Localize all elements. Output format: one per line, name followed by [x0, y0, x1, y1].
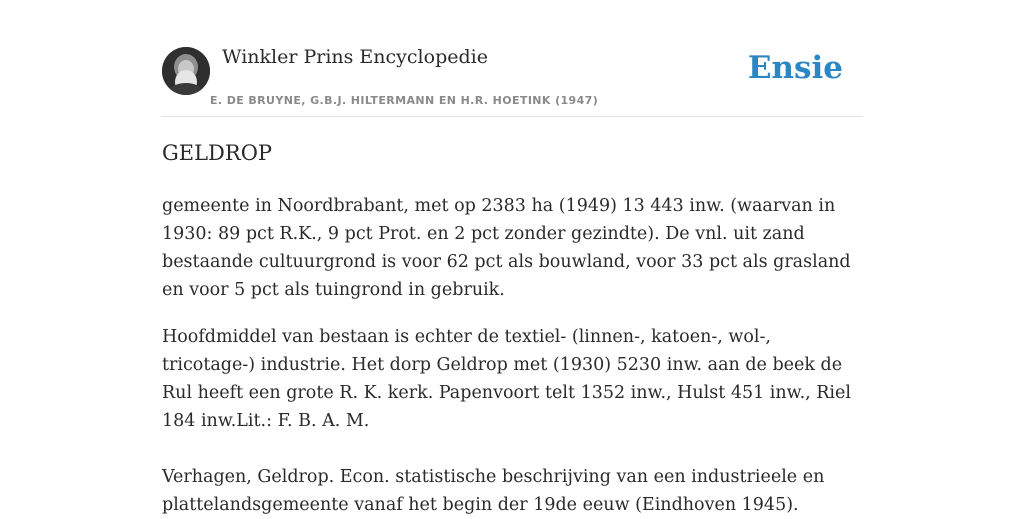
ensie-logo[interactable]: Ensie	[747, 50, 843, 86]
source-authors: E. DE BRUYNE, G.B.J. HILTERMANN EN H.R. HOETINK (1947)	[210, 94, 599, 107]
article-page	[162, 0, 862, 515]
source-header	[162, 0, 862, 117]
article-paragraph: gemeente in Noordbrabant, met op 2383 ha (1949) 13 443 inw. (waarvan in 1930: 89 pct R.K., 9 pct Prot. en 2 pct zonder gezindte). De vnl. uit zand bestaande cultuurgrond is voor 62 pct als bouwland, voor 33 pct als grasland en voor 5 pct als tuingrond in gebruik.	[162, 196, 851, 300]
article-paragraph: Verhagen, Geldrop. Econ. statistische beschrijving van een industrieele en plattelandsgemeente vanaf het begin der 19de eeuw (Eindhoven 1945).	[162, 467, 825, 515]
article-paragraph: Hoofdmiddel van bestaan is echter de textiel- (linnen-, katoen-, wol-, tricotage-) industrie. Het dorp Geldrop met (1930) 5230 inw. aan de beek de Rul heeft een grote R. K. kerk. Papenvoort telt 1352 inw., Hulst 451 inw., Riel 184 inw.Lit.: F. B. A. M.	[162, 327, 851, 431]
author-avatar[interactable]	[162, 47, 210, 95]
portrait-icon	[162, 47, 210, 95]
article-headword: GELDROP	[162, 141, 273, 165]
source-title[interactable]: Winkler Prins Encyclopedie	[222, 46, 488, 68]
